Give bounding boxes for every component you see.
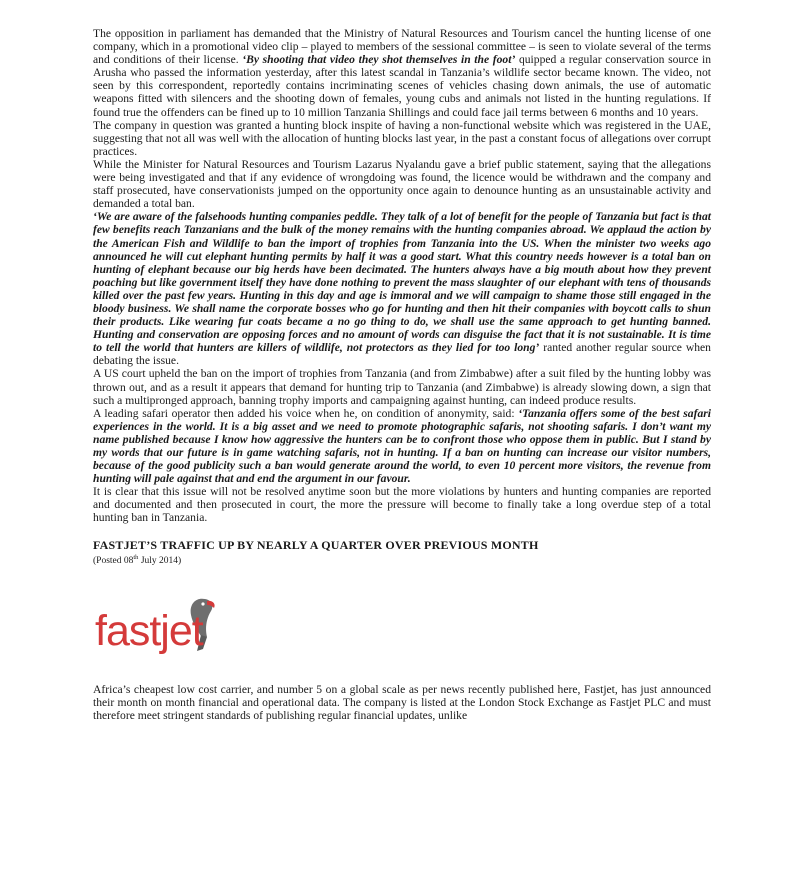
body-text: While the Minister for Natural Resources and Tourism Lazarus Nyalandu gave a brief public statement, saying that the allegations were being investigated and that if any evidence of wrongdoing was found, the licence would be withdrawn and the company and staff prosecuted, have conservationists jumped on the opportunity once again to denounce hunting as an unsustainable activity and demanded a total ban. (93, 157, 711, 211)
body-text: It is clear that this issue will not be resolved anytime soon but the more violations by hunters and hunting companies are reported and documented and then prosecuted in court, the more the pressure will become to finally take a long overdue step of a total hunting ban in Tanzania. (93, 485, 711, 525)
logo-wordmark: fastjet (95, 606, 203, 655)
body-text: The opposition in parliament has demanded that the Ministry of Natural Resources and Tourism cancel the hunting license of one company, which in a promotional video clip – played to members of the sessional committee – is seen to violate several of the terms and conditions of their license. (93, 27, 711, 67)
paragraph (93, 485, 711, 524)
paragraph (93, 27, 711, 119)
article2-body: Africa’s cheapest low cost carrier, and number 5 on a global scale as per news recently published here, Fastjet, has just announced their month on month financial and operational data. The company is listed at the London Stock Exchange as Fastjet PLC and must therefore meet stringent standards of publishing regular financial updates, unlike (93, 682, 711, 722)
posted-date: (Posted 08th July 2014) (93, 553, 182, 566)
paragraph (93, 367, 711, 406)
body-text: quipped a regular conservation source in Arusha who passed the information yesterday, after this latest scandal in Tanzania’s wildlife sector became known. The video, not seen by this correspondent, reportedly contains incriminating scenes of vehicles chasing down animals, the use of automatic weapons fitted with silencers and the shooting down of females, young cubs and animals not listed in the hunting regulations. If found true the offenders can be fined up to 10 million Tanzania Shillings and could face jail terms between 6 months and 10 years. (93, 53, 712, 119)
body-text: ranted another regular source when debating the issue. (93, 341, 711, 368)
quote-text: ‘We are aware of the falsehoods hunting companies peddle. They talk of a lot of benefit for the people of Tanzania but fact is that few benefits reach Tanzanians and the bulk of the money remains with the hunting companies abroad. We applaud the action by the American Fish and Wildlife to ban the import of trophies from Tanzania into the US. When the minister two weeks ago announced he will cut elephant hunting permits by half it was a good start. What this country needs however is a total ban on hunting of elephant because our big herds have been decimated. The hunters always have a big mouth about how they prevent poaching but like government itself they have done nothing to prevent the mass slaughter of our elephant with tens of thousands killed over the past few years. Hunting in this day and age is immoral and we will campaign to shame those still engaged in the bloody business. We shall name the corporate bosses who go for hunting and then hit their companies with boycott calls to shun their products. Like wearing fur coats became a no go thing to do, we shall use the same approach to get hunting banned. Hunting and conservation are opposing forces and no amount of words can disguise the fact that it is not sustainable. It is time to tell the world that hunters are killers of wildlife, not protectors as they lied for too long’ (93, 210, 711, 355)
paragraph (93, 119, 711, 158)
paragraph (93, 158, 711, 210)
body-text: The company in question was granted a hunting block inspite of having a non-functional website which was registered in the UAE, suggesting that not all was well with the allocation of hunting blocks last year, in the past a constant focus of allegations over corrupt practices. (93, 118, 711, 158)
quote-text: ‘Tanzania offers some of the best safari experiences in the world. It is a big asset and we need to promote photographic safaris, not shooting safaris. I don’t want my name published because I know how aggressive the hunters can be to confront those who oppose them in public. But I stand by my words that our future is in game watching safaris, not in hunting. If a ban on hunting can increase our visitor numbers, because of the good publicity such a ban would generate around the world, to even 10 percent more visitors, the revenue from hunting will pale against that and end the argument in our favour. (93, 406, 711, 486)
quote-text: ‘By shooting that video they shot themselves in the foot’ (242, 53, 516, 67)
paragraph (93, 407, 711, 486)
paragraph (93, 210, 711, 367)
article-body (93, 27, 711, 525)
body-text: A US court upheld the ban on the import of trophies from Tanzania (and from Zimbabwe) after a suit filed by the hunting lobby was thrown out, and as a result it appears that demand for hunting trip to Tanzania (and Zimbabwe) is already slowing down, a sign that such a multipronged approach, banning trophy imports and campaigning against hunting, can indeed produce results. (93, 367, 711, 407)
body-text: A leading safari operator then added his voice when he, on condition of anonymity, said: (93, 406, 519, 420)
article-headline: FASTJET’S TRAFFIC UP BY NEARLY A QUARTER OVER PREVIOUS MONTH (93, 537, 539, 552)
document-page (93, 27, 711, 722)
fastjet-logo (93, 585, 711, 665)
